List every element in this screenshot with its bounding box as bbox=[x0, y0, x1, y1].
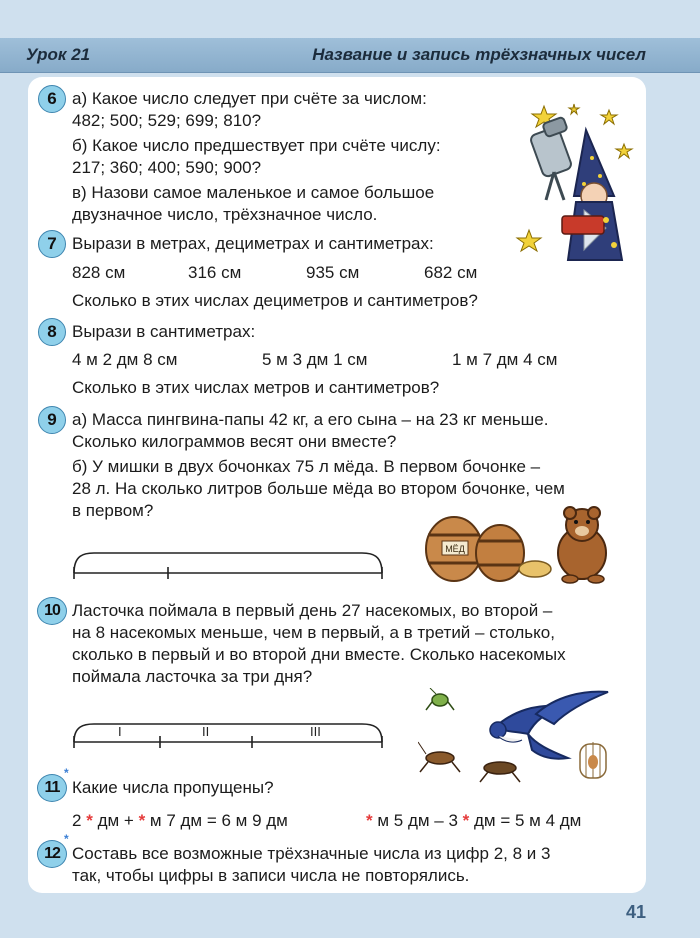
task-10-badge: 10 bbox=[37, 597, 67, 625]
lesson-label: Урок 21 bbox=[26, 45, 91, 64]
task-9-badge: 9 bbox=[38, 406, 66, 434]
task-7-value-4: 682 см bbox=[424, 263, 478, 282]
task-9-line-2: Сколько килограммов весят они вместе? bbox=[72, 432, 397, 451]
eq1-term-c: м 7 дм = 6 м 9 дм bbox=[149, 811, 288, 830]
eq1-term-a: 2 bbox=[72, 811, 82, 830]
task-7-value-2: 316 см bbox=[188, 263, 242, 282]
eq2-missing-1: * bbox=[366, 811, 373, 830]
eq2-missing-2: * bbox=[462, 811, 470, 830]
task-12-badge: 12 bbox=[37, 840, 67, 868]
task-10-line-2: на 8 насекомых меньше, чем в первый, а в третий – столько, bbox=[72, 623, 555, 642]
page-number: 41 bbox=[625, 902, 646, 922]
task-7-value-1: 828 см bbox=[72, 263, 126, 282]
swallow-insects-illustration bbox=[418, 688, 626, 788]
segment-label-1: I bbox=[118, 724, 122, 739]
eq1-term-b: дм + bbox=[97, 811, 134, 830]
honey-barrels-bear-illustration bbox=[420, 505, 620, 585]
task-8-value-2: 5 м 3 дм 1 см bbox=[262, 350, 368, 369]
task-8-value-1: 4 м 2 дм 8 см bbox=[72, 350, 178, 369]
task-6-badge: 6 bbox=[38, 85, 66, 113]
task-12-star: * bbox=[64, 832, 69, 846]
page-title: Название и запись трёхзначных чисел bbox=[312, 45, 646, 64]
task-6-line-2: 482; 500; 529; 699; 810? bbox=[72, 111, 262, 130]
task-10-line-1: Ласточка поймала в первый день 27 насекомых, во второй – bbox=[72, 601, 553, 620]
header-bar bbox=[0, 38, 700, 73]
task-8-value-3: 1 м 7 дм 4 см bbox=[452, 350, 558, 369]
eq2-term-c: дм = 5 м 4 дм bbox=[474, 811, 582, 830]
segment-label-3: III bbox=[310, 724, 321, 739]
task-8-line-2: Сколько в этих числах метров и сантиметров? bbox=[72, 378, 440, 397]
eq1-missing-1: * bbox=[86, 811, 93, 830]
task-6-line-5: в) Назови самое маленькое и самое большое bbox=[72, 183, 435, 202]
task-8-badge: 8 bbox=[38, 318, 66, 346]
task-7-value-3: 935 см bbox=[306, 263, 360, 282]
task-7-badge: 7 bbox=[38, 230, 66, 258]
task-7-line-2: Сколько в этих числах дециметров и сантиметров? bbox=[72, 291, 478, 310]
barrel-label: МЁД bbox=[445, 544, 465, 554]
task-9-segment-diagram bbox=[70, 545, 386, 579]
task-10-line-3: сколько в первый и во второй дни вместе. Сколько насекомых bbox=[72, 645, 566, 664]
task-6-line-1: а) Какое число следует при счёте за числом: bbox=[72, 89, 427, 108]
task-12-line-1: Составь все возможные трёхзначные числа из цифр 2, 8 и 3 bbox=[72, 844, 551, 863]
task-9-line-5: в первом? bbox=[72, 501, 154, 520]
task-10-line-4: поймала ласточка за три дня? bbox=[72, 667, 313, 686]
task-6-line-6: двузначное число, трёхзначное число. bbox=[72, 205, 378, 224]
task-8-line-1: Вырази в сантиметрах: bbox=[72, 322, 256, 341]
task-7-line-1: Вырази в метрах, дециметрах и сантиметрах: bbox=[72, 234, 434, 253]
task-9-line-1: а) Масса пингвина-папы 42 кг, а его сына – на 23 кг меньше. bbox=[72, 410, 549, 429]
task-11-equation-2 bbox=[366, 810, 581, 832]
wizard-telescope-illustration bbox=[514, 100, 644, 270]
task-9-line-4: 28 л. На сколько литров больше мёда во втором бочонке, чем bbox=[72, 479, 565, 498]
task-9-line-3: б) У мишки в двух бочонках 75 л мёда. В первом бочонке – bbox=[72, 457, 541, 476]
task-12-line-2: так, чтобы цифры в записи числа не повторялись. bbox=[72, 866, 470, 885]
task-6-line-3: б) Какое число предшествует при счёте числу: bbox=[72, 136, 441, 155]
segment-label-2: II bbox=[202, 724, 210, 739]
task-11-badge: 11 bbox=[37, 774, 67, 802]
eq1-missing-2: * bbox=[138, 811, 146, 830]
task-11-star: * bbox=[64, 766, 69, 780]
eq2-term-b: м 5 дм – 3 bbox=[377, 811, 458, 830]
task-11-line-1: Какие числа пропущены? bbox=[72, 778, 274, 797]
task-6-line-4: 217; 360; 400; 590; 900? bbox=[72, 158, 262, 177]
task-11-equation-1 bbox=[72, 810, 288, 832]
